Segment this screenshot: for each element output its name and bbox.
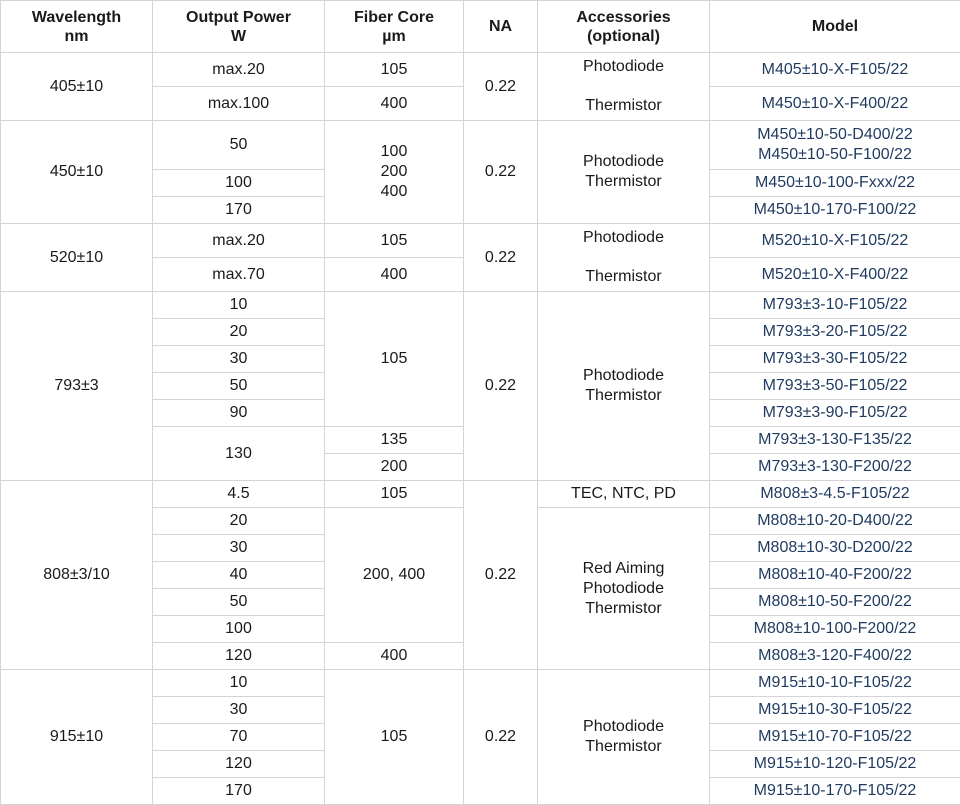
fiber-cell: 105 xyxy=(325,481,464,508)
power-cell: 100 xyxy=(153,170,325,197)
power-cell: 30 xyxy=(153,697,325,724)
model-cell: M915±10-120-F105/22 xyxy=(710,751,960,778)
power-cell: 130 xyxy=(153,427,325,481)
fiber-cell: 105 xyxy=(325,224,464,258)
power-cell: max.70 xyxy=(153,258,325,292)
table-row xyxy=(1,481,960,508)
power-cell: 10 xyxy=(153,292,325,319)
fiber-cell: 105 xyxy=(325,53,464,87)
model-cell: M405±10-X-F105/22 xyxy=(710,53,960,87)
model-cell: M793±3-130-F200/22 xyxy=(710,454,960,481)
model-cell: M915±10-10-F105/22 xyxy=(710,670,960,697)
power-cell: 4.5 xyxy=(153,481,325,508)
table-row xyxy=(1,53,960,87)
model-cell: M808±10-20-D400/22 xyxy=(710,508,960,535)
na-cell: 0.22 xyxy=(464,224,538,292)
accessory-cell: TEC, NTC, PD xyxy=(538,481,710,508)
fiber-cell: 105 xyxy=(325,670,464,805)
fiber-cell: 135 xyxy=(325,427,464,454)
power-cell: 40 xyxy=(153,562,325,589)
na-cell: 0.22 xyxy=(464,121,538,224)
power-cell: 30 xyxy=(153,346,325,373)
power-cell: 20 xyxy=(153,319,325,346)
wavelength-cell: 808±3/10 xyxy=(1,481,153,670)
power-cell: 170 xyxy=(153,778,325,805)
accessory-cell: Photodiode Thermistor xyxy=(538,121,710,224)
wavelength-cell: 915±10 xyxy=(1,670,153,805)
header-accessories: Accessories (optional) xyxy=(538,1,710,53)
accessory-cell: Thermistor xyxy=(538,87,710,121)
model-cell: M520±10-X-F105/22 xyxy=(710,224,960,258)
power-cell: max.20 xyxy=(153,224,325,258)
model-cell: M808±10-30-D200/22 xyxy=(710,535,960,562)
model-cell: M793±3-20-F105/22 xyxy=(710,319,960,346)
wavelength-cell: 450±10 xyxy=(1,121,153,224)
model-cell: M793±3-30-F105/22 xyxy=(710,346,960,373)
fiber-cell: 400 xyxy=(325,258,464,292)
power-cell: 50 xyxy=(153,373,325,400)
accessory-cell: Red Aiming Photodiode Thermistor xyxy=(538,508,710,670)
power-cell: 10 xyxy=(153,670,325,697)
accessory-cell: Thermistor xyxy=(538,258,710,292)
power-cell: max.20 xyxy=(153,53,325,87)
model-cell: M915±10-70-F105/22 xyxy=(710,724,960,751)
power-cell: 120 xyxy=(153,751,325,778)
model-cell: M450±10-50-D400/22 M450±10-50-F100/22 xyxy=(710,121,960,170)
accessory-cell: Photodiode Thermistor xyxy=(538,670,710,805)
model-cell: M915±10-30-F105/22 xyxy=(710,697,960,724)
power-cell: 50 xyxy=(153,121,325,170)
fiber-cell: 200, 400 xyxy=(325,508,464,643)
model-cell: M450±10-X-F400/22 xyxy=(710,87,960,121)
header-fiber-core: Fiber Core µm xyxy=(325,1,464,53)
model-cell: M808±3-120-F400/22 xyxy=(710,643,960,670)
model-cell: M793±3-50-F105/22 xyxy=(710,373,960,400)
header-output-power: Output Power W xyxy=(153,1,325,53)
model-cell: M793±3-90-F105/22 xyxy=(710,400,960,427)
model-cell: M808±10-50-F200/22 xyxy=(710,589,960,616)
table-row xyxy=(1,224,960,258)
wavelength-cell: 405±10 xyxy=(1,53,153,121)
model-cell: M793±3-130-F135/22 xyxy=(710,427,960,454)
model-cell: M808±10-40-F200/22 xyxy=(710,562,960,589)
power-cell: 90 xyxy=(153,400,325,427)
header-na: NA xyxy=(464,1,538,53)
na-cell: 0.22 xyxy=(464,292,538,481)
na-cell: 0.22 xyxy=(464,481,538,670)
table-row xyxy=(1,670,960,697)
model-cell: M520±10-X-F400/22 xyxy=(710,258,960,292)
power-cell: 50 xyxy=(153,589,325,616)
model-cell: M793±3-10-F105/22 xyxy=(710,292,960,319)
power-cell: 30 xyxy=(153,535,325,562)
power-cell: max.100 xyxy=(153,87,325,121)
fiber-cell: 100 200 400 xyxy=(325,121,464,224)
model-cell: M450±10-100-Fxxx/22 xyxy=(710,170,960,197)
accessory-cell: Photodiode xyxy=(538,224,710,258)
header-wavelength: Wavelength nm xyxy=(1,1,153,53)
table-row xyxy=(1,121,960,170)
header-model: Model xyxy=(710,1,960,53)
table-row xyxy=(1,292,960,319)
fiber-cell: 400 xyxy=(325,643,464,670)
fiber-cell: 200 xyxy=(325,454,464,481)
model-cell: M915±10-170-F105/22 xyxy=(710,778,960,805)
power-cell: 170 xyxy=(153,197,325,224)
power-cell: 20 xyxy=(153,508,325,535)
accessory-cell: Photodiode Thermistor xyxy=(538,292,710,481)
model-cell: M808±3-4.5-F105/22 xyxy=(710,481,960,508)
accessory-cell: Photodiode xyxy=(538,53,710,87)
wavelength-cell: 793±3 xyxy=(1,292,153,481)
power-cell: 100 xyxy=(153,616,325,643)
fiber-cell: 400 xyxy=(325,87,464,121)
model-cell: M450±10-170-F100/22 xyxy=(710,197,960,224)
header-row xyxy=(1,1,960,53)
na-cell: 0.22 xyxy=(464,670,538,805)
model-cell: M808±10-100-F200/22 xyxy=(710,616,960,643)
wavelength-cell: 520±10 xyxy=(1,224,153,292)
power-cell: 120 xyxy=(153,643,325,670)
power-cell: 70 xyxy=(153,724,325,751)
fiber-cell: 105 xyxy=(325,292,464,427)
na-cell: 0.22 xyxy=(464,53,538,121)
